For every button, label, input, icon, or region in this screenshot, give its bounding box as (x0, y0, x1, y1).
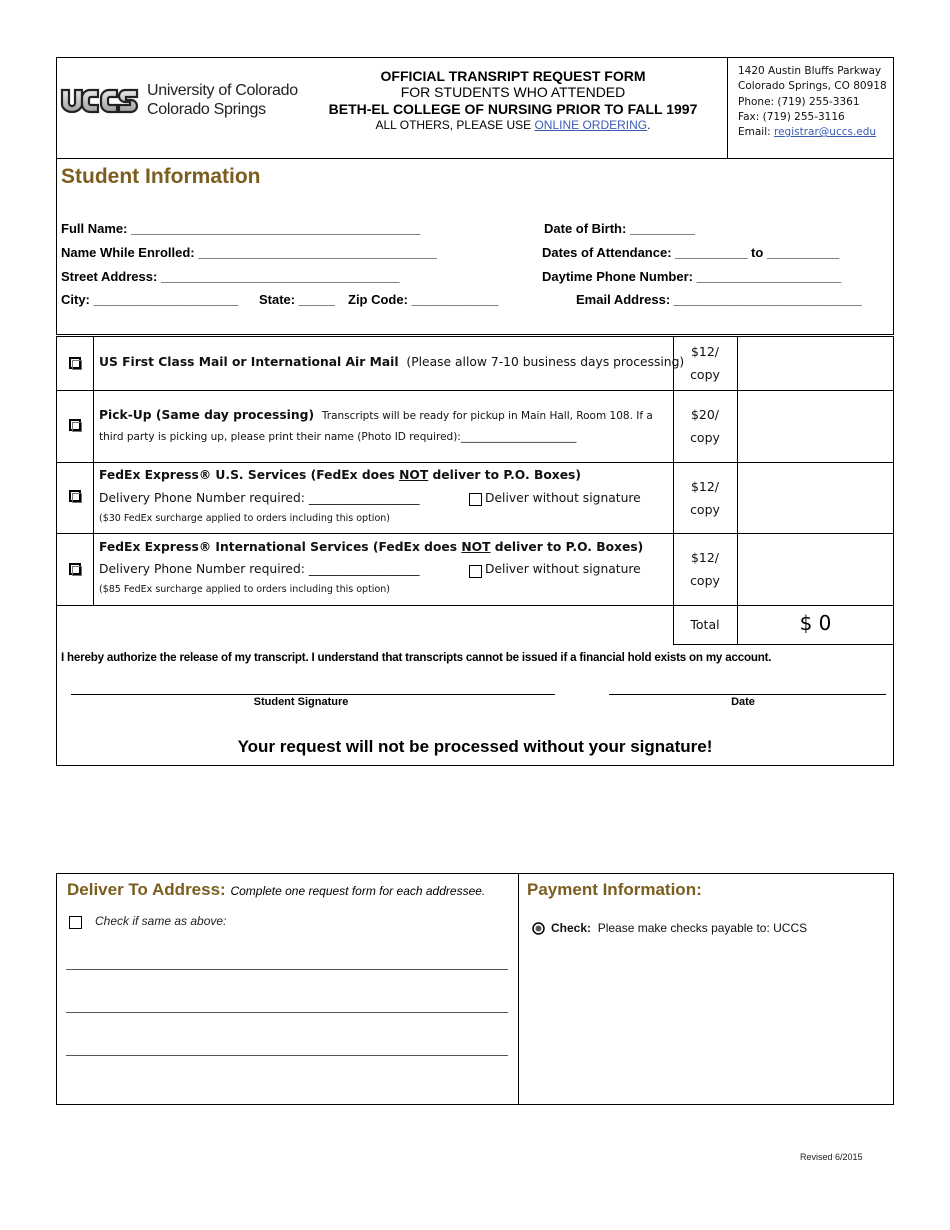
same-as-above-label: Check if same as above: (95, 914, 227, 928)
revision-date: Revised 6/2015 (800, 1152, 863, 1162)
total-label: Total (690, 617, 720, 632)
contact-address-2: Colorado Springs, CO 80918 (738, 80, 887, 93)
online-ordering-suffix: . (647, 118, 651, 132)
email-label: Email: (738, 126, 775, 139)
deliver-subtitle: Complete one request form for each addressee. (230, 884, 486, 898)
checkbox-column-divider (93, 336, 94, 605)
zip-code-field[interactable]: Zip Code: ____________ (348, 292, 499, 307)
fedex-us-price (673, 475, 737, 521)
mail-option-title: US First Class Mail or International Air Mail (99, 355, 399, 369)
row-divider-4 (56, 605, 894, 606)
total-value: $ 0 (799, 611, 832, 635)
pickup-option-note: Transcripts will be ready for pickup in Main Hall, Room 108. If a (321, 410, 653, 422)
check-payable-text: Please make checks payable to: UCCS (597, 921, 808, 935)
mail-option-price (673, 340, 737, 386)
fedex-intl-checkbox[interactable] (69, 563, 81, 575)
dates-of-attendance-field[interactable]: Dates of Attendance: __________ to __________ (542, 245, 840, 260)
date-of-birth-field[interactable]: Date of Birth: _________ (544, 221, 696, 236)
fedex-intl-surcharge: ($85 FedEx surcharge applied to orders including this option) (99, 584, 390, 595)
deliver-to-address-heading (67, 880, 485, 900)
pickup-third-party-field[interactable]: third party is picking up, please print their name (Photo ID required):______________________ (99, 431, 577, 443)
title-line-2: FOR STUDENTS WHO ATTENDED (400, 84, 626, 100)
check-payment-line (551, 921, 807, 935)
state-field[interactable]: State: _____ (259, 292, 335, 307)
street-address-field[interactable]: Street Address: _________________________________ (61, 269, 400, 284)
title-line-4 (305, 118, 721, 132)
university-line-1: University of Colorado (147, 82, 298, 99)
fedex-us-title-prefix: FedEx Express® U.S. Services (FedEx does (99, 468, 400, 482)
mail-option-label (99, 355, 684, 369)
student-information-heading: Student Information (61, 165, 261, 188)
email-address-field[interactable]: Email Address: __________________________ (576, 292, 862, 307)
total-divider (673, 644, 894, 645)
contact-address-1: 1420 Austin Bluffs Parkway (738, 65, 882, 77)
pickup-option-label (99, 408, 653, 422)
mail-option-note: (Please allow 7-10 business days processing) (406, 355, 685, 369)
contact-fax: Fax: (719) 255-3116 (738, 110, 845, 123)
contact-divider (727, 57, 728, 158)
fedex-us-title-not: NOT (399, 468, 429, 482)
delivery-payment-frame (56, 873, 894, 1105)
row-divider-3 (56, 533, 894, 534)
row-divider-2 (56, 462, 894, 463)
fedex-intl-no-signature-label: Deliver without signature (485, 562, 641, 576)
fedex-intl-title-suffix: deliver to P.O. Boxes) (490, 540, 644, 554)
fedex-us-title-suffix: deliver to P.O. Boxes) (428, 468, 581, 482)
fedex-intl-title-not: NOT (461, 540, 491, 554)
fedex-intl-title-prefix: FedEx Express® International Services (FedEx does (99, 540, 462, 554)
fedex-us-checkbox[interactable] (69, 490, 81, 502)
pickup-option-checkbox[interactable] (69, 419, 81, 431)
fedex-intl-no-signature-checkbox[interactable] (469, 565, 482, 578)
header-divider (56, 158, 894, 159)
authorization-statement: I hereby authorize the release of my transcript. I understand that transcripts cannot be issued if a financial hold exists on my account. (61, 651, 772, 664)
deliver-title-text: Deliver To Address: (67, 880, 231, 899)
pickup-price-amount: $20/ (690, 407, 720, 422)
pickup-option-price (673, 403, 737, 449)
fedex-intl-price-unit: copy (690, 573, 720, 588)
fedex-us-no-signature-checkbox[interactable] (469, 493, 482, 506)
signature-warning: Your request will not be processed without your signature! (237, 737, 713, 756)
mail-option-checkbox[interactable] (69, 357, 81, 369)
online-ordering-prefix: ALL OTHERS, PLEASE USE (375, 118, 535, 132)
full-name-field[interactable]: Full Name: ________________________________________ (61, 221, 421, 236)
fedex-intl-price (673, 546, 737, 592)
fedex-intl-price-amount: $12/ (690, 550, 720, 565)
pickup-price-unit: copy (690, 430, 720, 445)
fedex-us-no-signature-label: Deliver without signature (485, 491, 641, 505)
amount-column-divider (737, 336, 738, 644)
address-line-2[interactable] (66, 1012, 508, 1013)
form-title (305, 68, 721, 132)
city-field[interactable]: City: ____________________ (61, 292, 239, 307)
mail-price-unit: copy (690, 367, 720, 382)
address-line-1[interactable] (66, 969, 508, 970)
fedex-us-price-unit: copy (690, 502, 720, 517)
student-signature-line[interactable] (71, 694, 555, 695)
date-label: Date (731, 696, 755, 708)
registrar-contact (738, 64, 887, 140)
same-as-above-checkbox[interactable] (69, 916, 82, 929)
mail-price-amount: $12/ (690, 344, 720, 359)
check-radio-icon[interactable] (532, 922, 545, 935)
university-line-2: Colorado Springs (147, 101, 266, 118)
payment-information-heading: Payment Information: (527, 880, 702, 899)
fedex-intl-title (99, 540, 643, 554)
row-divider-1 (56, 390, 894, 391)
pickup-option-title: Pick-Up (Same day processing) (99, 408, 315, 422)
address-line-3[interactable] (66, 1055, 508, 1056)
fedex-intl-phone-field[interactable]: Delivery Phone Number required: __________________ (99, 562, 420, 576)
title-line-3: BETH-EL COLLEGE OF NURSING PRIOR TO FALL 1997 (328, 101, 698, 117)
fedex-us-title (99, 468, 581, 482)
contact-phone: Phone: (719) 255-3361 (738, 95, 860, 108)
check-label: Check: (551, 921, 592, 935)
registrar-email-link[interactable]: registrar@uccs.edu (774, 126, 877, 139)
date-signature-line[interactable] (609, 694, 886, 695)
daytime-phone-field[interactable]: Daytime Phone Number: ____________________ (542, 269, 842, 284)
fedex-us-price-amount: $12/ (690, 479, 720, 494)
university-name (147, 81, 298, 119)
fedex-us-phone-field[interactable]: Delivery Phone Number required: __________________ (99, 491, 420, 505)
name-while-enrolled-field[interactable]: Name While Enrolled: _________________________________ (61, 245, 437, 260)
uccs-logo-icon (60, 88, 140, 114)
delivery-payment-divider (518, 873, 519, 1105)
online-ordering-link[interactable]: ONLINE ORDERING (534, 118, 648, 132)
title-line-1: OFFICIAL TRANSRIPT REQUEST FORM (380, 68, 646, 84)
fedex-us-surcharge: ($30 FedEx surcharge applied to orders including this option) (99, 513, 390, 524)
contact-email (738, 125, 887, 140)
student-signature-label: Student Signature (253, 696, 349, 708)
